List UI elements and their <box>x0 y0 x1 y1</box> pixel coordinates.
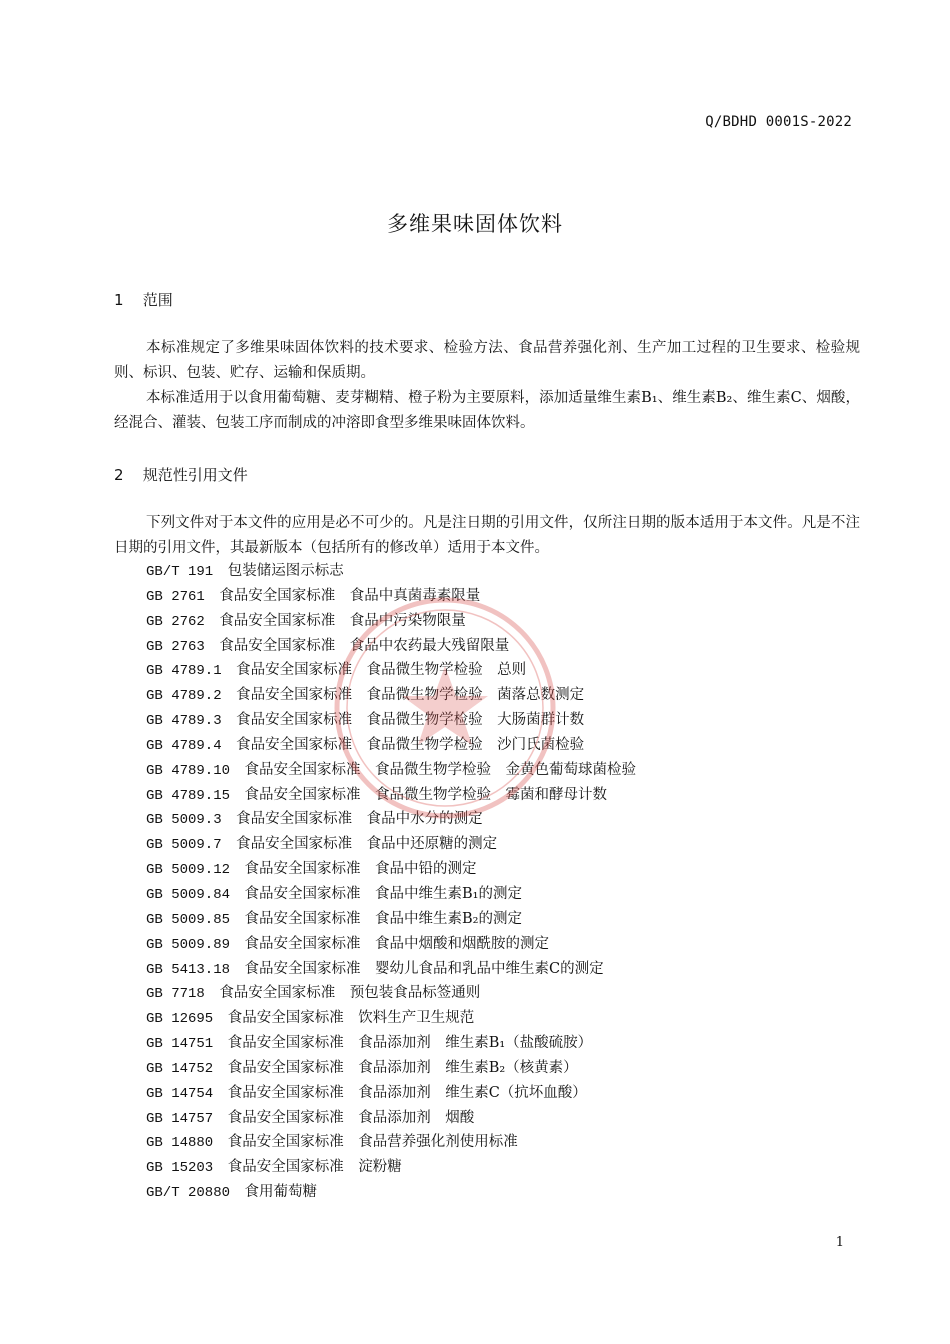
reference-item <box>146 1081 636 1106</box>
reference-title: 食品安全国家标准 食品营养强化剂使用标准 <box>227 1134 518 1151</box>
reference-title: 食品安全国家标准 食品中还原糖的测定 <box>236 836 498 853</box>
reference-item <box>146 1056 636 1081</box>
reference-item <box>146 1031 636 1056</box>
reference-title: 食品安全国家标准 食品中水分的测定 <box>236 811 483 828</box>
reference-title: 食品安全国家标准 食品微生物学检验 沙门氏菌检验 <box>236 736 585 753</box>
reference-code: GB 14880 <box>146 1135 214 1152</box>
reference-title: 食品安全国家标准 食品微生物学检验 菌落总数测定 <box>236 687 585 704</box>
reference-title: 食品安全国家标准 预包装食品标签通则 <box>219 985 481 1002</box>
reference-title: 食品安全国家标准 食品中维生素B₁的测定 <box>244 885 522 902</box>
reference-code: GB/T 191 <box>146 564 214 580</box>
reference-title: 食品安全国家标准 食品微生物学检验 金黄色葡萄球菌检验 <box>244 761 637 778</box>
reference-code: GB 4789.3 <box>146 713 222 730</box>
reference-code: GB 5009.7 <box>146 837 222 854</box>
reference-code: GB 12695 <box>146 1011 214 1028</box>
reference-item <box>146 1106 636 1131</box>
reference-title: 食品安全国家标准 食品添加剂 维生素C（抗坏血酸） <box>227 1084 587 1101</box>
reference-title: 食品安全国家标准 食品中铅的测定 <box>244 861 477 878</box>
reference-code: GB/T 20880 <box>146 1185 231 1202</box>
reference-title: 食品安全国家标准 食品中真菌毒素限量 <box>219 587 481 604</box>
reference-item <box>146 957 636 982</box>
reference-code: GB 4789.4 <box>146 737 222 754</box>
reference-item <box>146 832 636 857</box>
reference-title: 食品安全国家标准 淀粉糖 <box>227 1159 402 1176</box>
reference-code: GB 4789.1 <box>146 663 222 680</box>
section-number: 2 <box>114 466 124 484</box>
reference-item <box>146 907 636 932</box>
reference-title: 食品安全国家标准 食品中农药最大残留限量 <box>219 637 510 654</box>
reference-title: 食品安全国家标准 食品中污染物限量 <box>219 612 466 629</box>
reference-code: GB 4789.10 <box>146 762 231 779</box>
reference-item <box>146 932 636 957</box>
reference-title: 食品安全国家标准 婴幼儿食品和乳品中维生素C的测定 <box>244 960 604 977</box>
reference-code: GB 5009.3 <box>146 812 222 829</box>
official-seal-stamp <box>325 588 565 828</box>
page-title: 多维果味固体饮料 <box>387 212 563 236</box>
reference-item <box>146 1006 636 1031</box>
reference-item <box>146 559 636 584</box>
reference-title: 食品安全国家标准 饮料生产卫生规范 <box>227 1010 475 1027</box>
section-title: 范围 <box>142 291 173 309</box>
reference-title: 食用葡萄糖 <box>244 1184 318 1201</box>
section-title: 规范性引用文件 <box>142 466 248 484</box>
section-number: 1 <box>114 291 124 309</box>
document-code: Q/BDHD 0001S-2022 <box>705 114 852 130</box>
section-1-heading <box>114 289 173 310</box>
section-2-heading <box>114 464 248 485</box>
reference-code: GB 14757 <box>146 1110 214 1127</box>
reference-code: GB 5009.85 <box>146 911 231 928</box>
reference-item <box>146 1155 636 1180</box>
reference-title: 食品安全国家标准 食品中烟酸和烟酰胺的测定 <box>244 935 550 952</box>
reference-code: GB 14752 <box>146 1060 214 1077</box>
reference-code: GB 4789.2 <box>146 688 222 705</box>
reference-code: GB 5009.89 <box>146 936 231 953</box>
page-number: 1 <box>835 1235 844 1250</box>
reference-code: GB 5009.12 <box>146 862 231 879</box>
reference-title: 食品安全国家标准 食品微生物学检验 总则 <box>236 662 527 679</box>
reference-item <box>146 882 636 907</box>
reference-title: 食品安全国家标准 食品微生物学检验 霉菌和酵母计数 <box>244 786 608 803</box>
reference-code: GB 15203 <box>146 1160 214 1177</box>
reference-title: 食品安全国家标准 食品微生物学检验 大肠菌群计数 <box>236 712 585 729</box>
reference-code: GB 2761 <box>146 588 205 605</box>
reference-code: GB 4789.15 <box>146 787 231 804</box>
reference-item <box>146 1130 636 1155</box>
reference-item <box>146 981 636 1006</box>
scope-paragraph-1: 本标准规定了多维果味固体饮料的技术要求、检验方法、食品营养强化剂、生产加工过程的卫生要求、检验规则、标识、包装、贮存、运输和保质期。 <box>114 340 860 381</box>
reference-title: 食品安全国家标准 食品添加剂 维生素B₂（核黄素） <box>227 1059 578 1076</box>
reference-code: GB 7718 <box>146 986 205 1003</box>
reference-code: GB 14754 <box>146 1085 214 1102</box>
reference-item <box>146 1180 636 1205</box>
reference-code: GB 2763 <box>146 638 205 655</box>
reference-title: 食品安全国家标准 食品添加剂 烟酸 <box>227 1109 475 1126</box>
scope-paragraph-2: 本标准适用于以食用葡萄糖、麦芽糊精、橙子粉为主要原料，添加适量维生素B₁、维生素B₂、维生素C、烟酸，经混合、灌装、包装工序而制成的冲溶即食型多维果味固体饮料。 <box>114 390 860 431</box>
reference-title: 食品安全国家标准 食品添加剂 维生素B₁（盐酸硫胺） <box>227 1035 593 1052</box>
reference-code: GB 14751 <box>146 1036 214 1053</box>
references-intro-paragraph: 下列文件对于本文件的应用是必不可少的。凡是注日期的引用文件，仅所注日期的版本适用于本文件。凡是不注日期的引用文件，其最新版本（包括所有的修改单）适用于本文件。 <box>114 515 860 556</box>
reference-code: GB 2762 <box>146 613 205 630</box>
reference-title: 包装储运图示标志 <box>227 563 344 579</box>
reference-code: GB 5413.18 <box>146 961 231 978</box>
reference-item <box>146 857 636 882</box>
reference-title: 食品安全国家标准 食品中维生素B₂的测定 <box>244 910 522 927</box>
reference-code: GB 5009.84 <box>146 886 231 903</box>
